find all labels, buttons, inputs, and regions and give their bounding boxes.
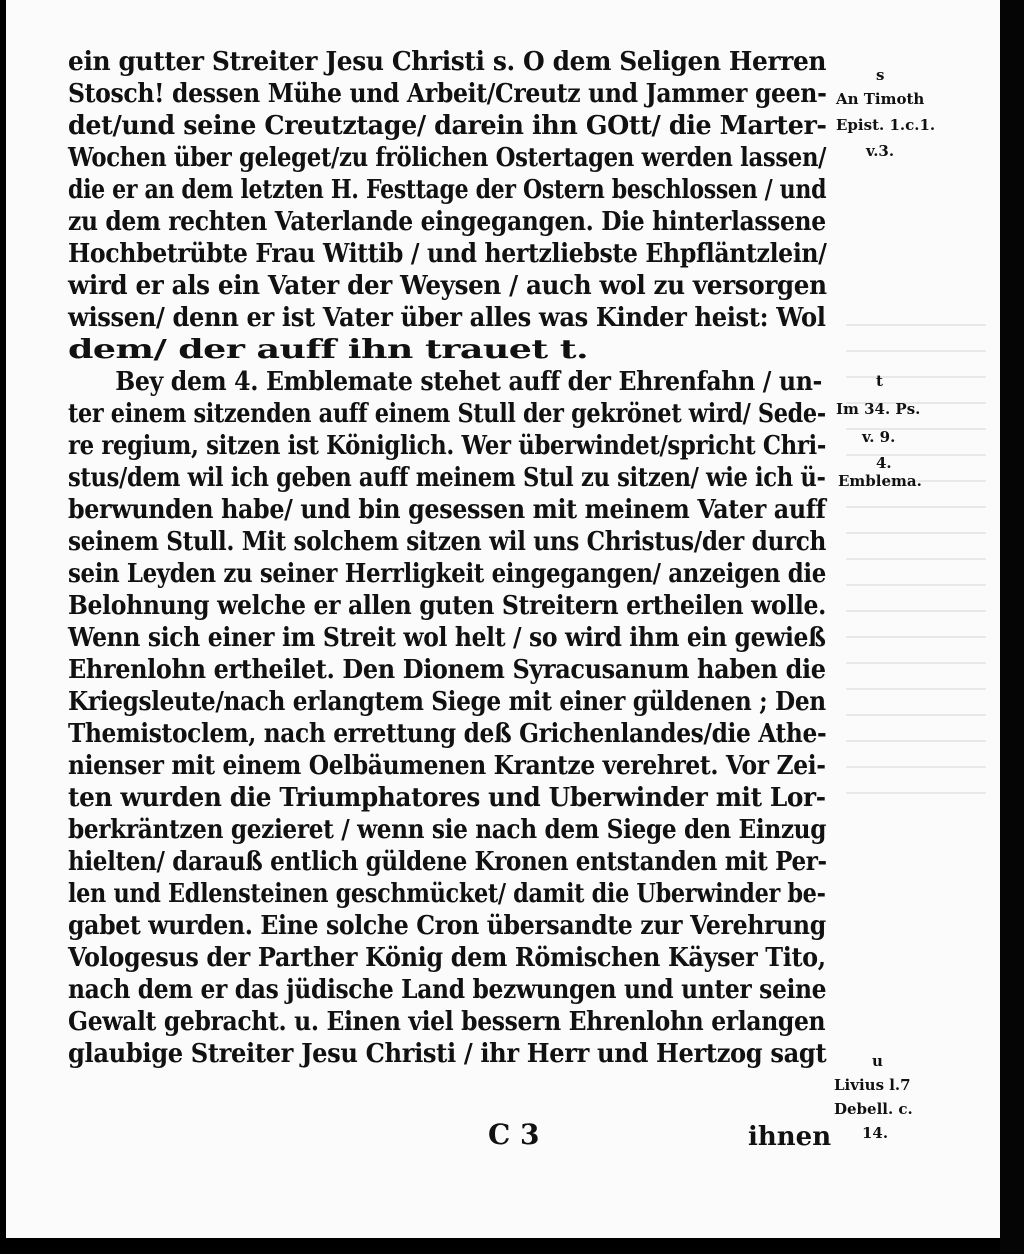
text-line: ein gutter Streiter Jesu Christi s. O dem Seligen Herren — [68, 47, 827, 77]
text-line: Bey dem 4. Emblemate stehet auff der Ehrenfahn / un- — [115, 367, 823, 397]
text-line: berkräntzen gezieret / wenn sie nach dem Siege den Einzug — [68, 815, 827, 845]
text-line: stus/dem wil ich geben auff meinem Stul zu sitzen/ wie ich ü- — [68, 463, 826, 493]
text-line: det/und seine Creutztage/ darein ihn GOtt/ die Marter- — [68, 111, 827, 141]
text-line: len und Edlensteinen geschmücket/ damit die Uberwinder be- — [68, 879, 826, 909]
margin-note: 4. — [876, 454, 892, 472]
text-line: Themistoclem, nach errettung deß Grichenlandes/die Athe- — [68, 719, 827, 749]
text-line: die er an dem letzten H. Festtage der Ostern beschlossen / und — [68, 175, 827, 205]
text-line: seinem Stull. Mit solchem sitzen wil uns Christus/der durch — [68, 527, 827, 557]
margin-note: Debell. c. — [834, 1100, 913, 1118]
text-line: Stosch! dessen Mühe und Arbeit/Creutz und Jammer geen- — [68, 79, 827, 109]
margin-note: v. 9. — [862, 428, 896, 446]
show-through-texture — [846, 300, 986, 800]
text-line: Wochen über geleget/zu frölichen Ostertagen werden lassen/ — [68, 143, 827, 173]
text-line: dem/ der auff ihn trauet t. — [68, 335, 589, 365]
text-line: Gewalt gebracht. u. Einen viel bessern Ehrenlohn erlangen — [68, 1007, 826, 1037]
text-line: Hochbetrübte Frau Wittib / und hertzliebste Ehpfläntzlein/ — [68, 239, 827, 269]
text-line: wissen/ denn er ist Vater über alles was Kinder heist: Wol — [68, 303, 826, 333]
text-line: glaubige Streiter Jesu Christi / ihr Herr und Hertzog sagt — [68, 1039, 827, 1069]
text-line: berwunden habe/ und bin gesessen mit meinem Vater auff — [68, 495, 826, 525]
text-line: hielten/ darauß entlich güldene Kronen entstanden mit Per- — [68, 847, 827, 877]
text-line: zu dem rechten Vaterlande eingegangen. Die hinterlassene — [68, 207, 826, 237]
text-line: Vologesus der Parther König dem Römischen Käyser Tito, — [68, 943, 826, 973]
margin-note: Epist. 1.c.1. — [836, 116, 936, 134]
text-line: Ehrenlohn ertheilet. Den Dionem Syracusanum haben die — [68, 655, 826, 685]
margin-note: s — [876, 66, 885, 84]
text-line: sein Leyden zu seiner Herrligkeit eingegangen/ anzeigen die — [68, 559, 826, 589]
text-line: re regium, sitzen ist Königlich. Wer überwindet/spricht Chri- — [68, 431, 826, 461]
main-text-block — [68, 46, 838, 1070]
margin-note: v.3. — [866, 142, 895, 160]
dark-page-edge — [1000, 0, 1024, 1254]
text-line: Belohnung welche er allen guten Streitern ertheilen wolle. — [68, 591, 826, 621]
margin-note: Livius l.7 — [834, 1076, 911, 1094]
text-line: wird er als ein Vater der Weysen / auch wol zu versorgen — [68, 271, 827, 301]
margin-note: An Timoth — [836, 90, 925, 108]
margin-note: t — [876, 372, 883, 390]
text-line: ten wurden die Triumphatores und Uberwinder mit Lor- — [68, 783, 826, 813]
text-line: Kriegsleute/nach erlangtem Siege mit einer güldenen ; Den — [68, 687, 826, 717]
book-page — [6, 0, 1014, 1238]
text-line: Wenn sich einer im Streit wol helt / so wird ihm ein gewieß — [68, 623, 826, 653]
margin-note: Emblema. — [838, 472, 922, 490]
text-line: ter einem sitzenden auff einem Stull der gekrönet wird/ Sede- — [68, 399, 826, 429]
text-line: gabet wurden. Eine solche Cron übersandte zur Verehrung — [68, 911, 826, 941]
margin-note: Im 34. Ps. — [836, 400, 921, 418]
margin-note: u — [872, 1052, 883, 1070]
text-line: nienser mit einem Oelbäumenen Krantze verehret. Vor Zei- — [68, 751, 826, 781]
text-line: nach dem er das jüdische Land bezwungen und unter seine — [68, 975, 827, 1005]
margin-note: 14. — [862, 1124, 889, 1142]
signature-mark: C 3 — [488, 1118, 540, 1151]
catchword: ihnen — [748, 1122, 832, 1152]
